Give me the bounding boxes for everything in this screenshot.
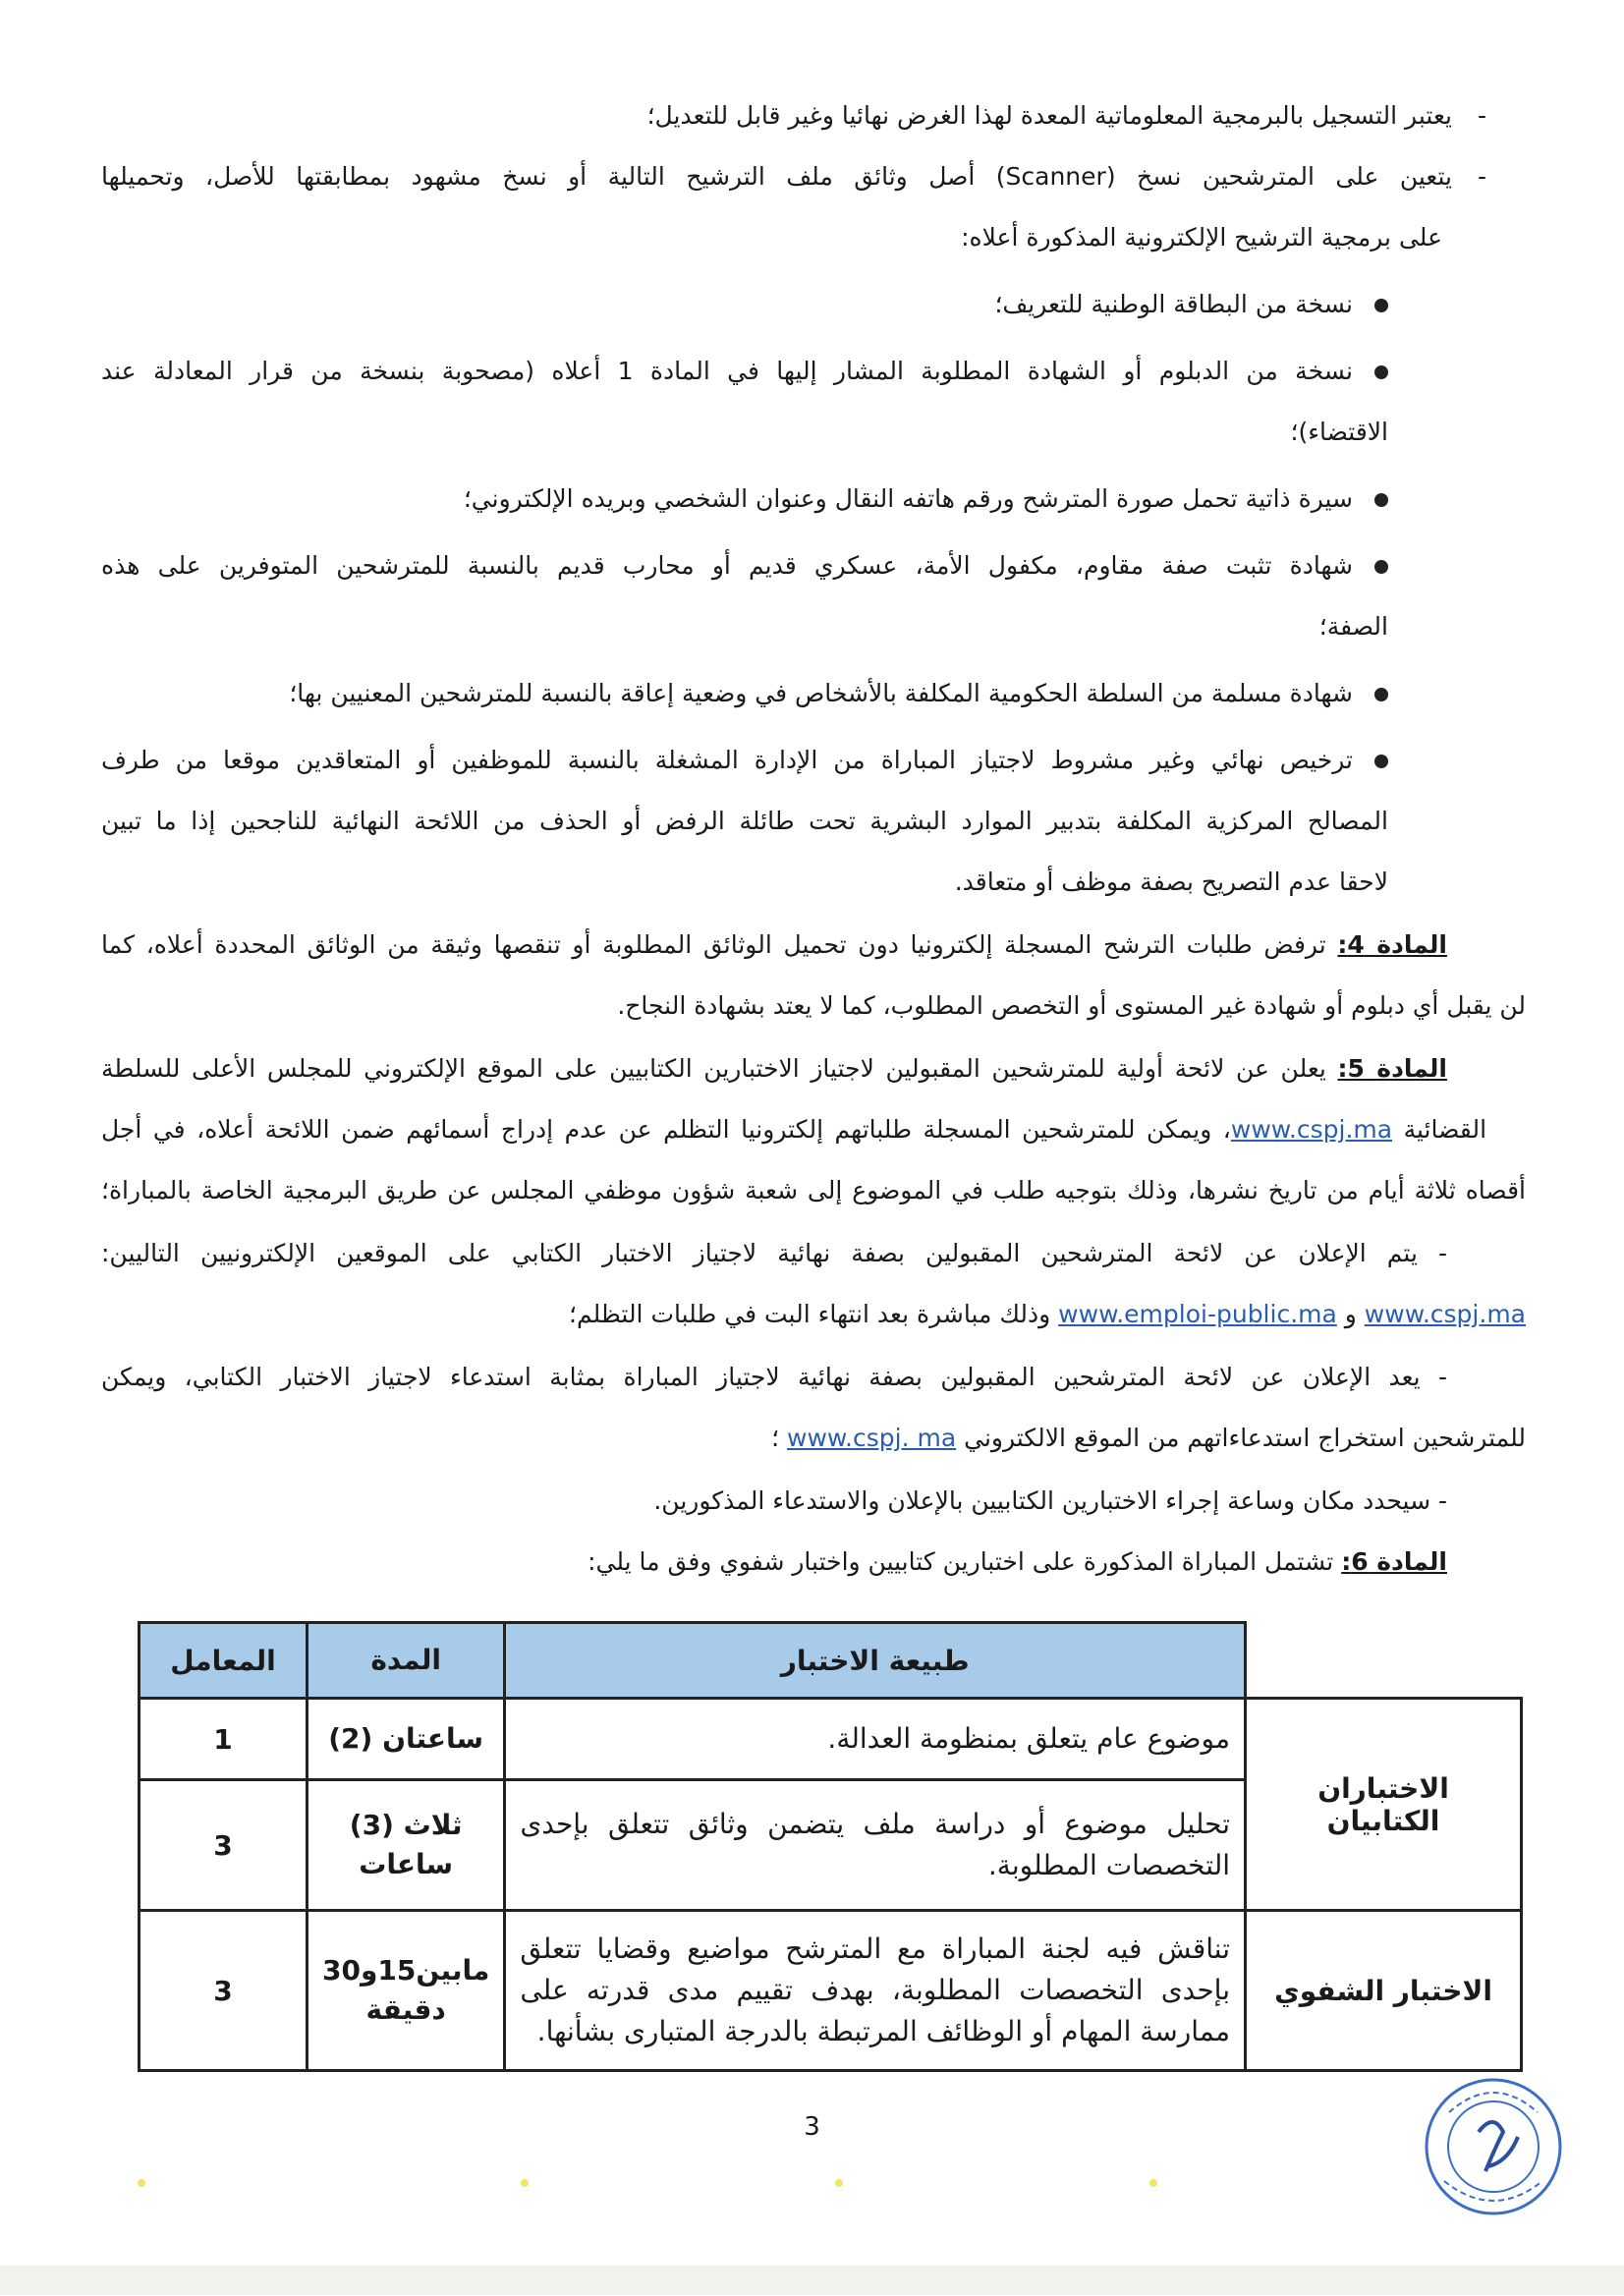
exam-nature: تناقش فيه لجنة المباراة مع المترشح مواضيع وقضايا تتعلق بإحدى التخصصات المطلوبة، بهدف تقييم مدى قدرته على ممارسة المهام أو الوظائف المرتبطة بالدرجة المتبارى بشأنها. <box>505 1911 1246 2071</box>
article-4: المادة 4: ترفض طلبات الترشح المسجلة إلكترونيا دون تحميل الوثائق المطلوبة أو تنقصها وثيقة من الوثائق المحددة أعلاه، كما <box>101 930 1447 959</box>
official-stamp-icon <box>1420 2073 1567 2220</box>
cspj-link[interactable]: www.cspj.ma <box>1364 1300 1526 1328</box>
bullet-icon <box>1374 493 1388 507</box>
exam-coef: 1 <box>140 1699 308 1780</box>
scan-dot <box>138 2179 145 2187</box>
scan-dot <box>521 2179 529 2187</box>
header-coef: المعامل <box>140 1623 308 1699</box>
exam-nature: موضوع عام يتعلق بمنظومة العدالة. <box>505 1699 1246 1780</box>
bullet-icon <box>1374 755 1388 768</box>
exam-duration: ساعتان (2) <box>308 1699 505 1780</box>
text-line: - سيحدد مكان وساعة إجراء الاختبارين الكتابيين بالإعلان والاستدعاء المذكورين. <box>653 1486 1447 1515</box>
bullet-icon <box>1374 365 1388 379</box>
exam-type-written: الاختباران الكتابيان <box>1246 1699 1522 1911</box>
exam-coef: 3 <box>140 1911 308 2071</box>
header-blank <box>1246 1623 1522 1699</box>
bullet-item: نسخة من البطاقة الوطنية للتعريف؛ <box>3 285 1388 324</box>
text-line: المصالح المركزية المكلفة بتدبير الموارد البشرية تحت طائلة الرفض أو الحذف من اللائحة النهائية للناجحين إذا ما تبين <box>101 807 1388 835</box>
bullet-item: سيرة ذاتية تحمل صورة المترشح ورقم هاتفه النقال وعنوان الشخصي وبريده الإلكتروني؛ <box>3 479 1388 519</box>
bullet-item: شهادة تثبت صفة مقاوم، مكفول الأمة، عسكري قديم أو محارب قديم بالنسبة للمترشحين المتوفرين على هذه <box>101 546 1388 586</box>
article-label: المادة 4: <box>1337 930 1447 959</box>
article-label: المادة 5: <box>1337 1054 1447 1083</box>
bullet-item: شهادة مسلمة من السلطة الحكومية المكلفة بالأشخاص في وضعية إعاقة بالنسبة للمترشحين المعنيين بها؛ <box>3 674 1388 713</box>
text-line: لاحقا عدم التصريح بصفة موظف أو متعاقد. <box>954 868 1388 896</box>
text-line: الاقتضاء)؛ <box>1290 418 1388 446</box>
bullet-item: نسخة من الدبلوم أو الشهادة المطلوبة المشار إليها في المادة 1 أعلاه (مصحوبة بنسخة من قرار المعادلة عند <box>101 352 1388 391</box>
exam-coef: 3 <box>140 1780 308 1911</box>
text-line: - يتم الإعلان عن لائحة المترشحين المقبولين بصفة نهائية لاجتياز الاختبار الكتابي على الموقعين الإلكترونيين التاليين: <box>101 1239 1447 1267</box>
table-row <box>140 1911 1522 2071</box>
header-duration: المدة <box>308 1623 505 1699</box>
bullet-icon <box>1374 688 1388 701</box>
bullet-item: ترخيص نهائي وغير مشروط لاجتياز المباراة من الإدارة المشغلة بالنسبة للموظفين أو المتعاقدين موقعا من طرف <box>101 741 1388 780</box>
bullet-icon <box>1374 299 1388 312</box>
article-5: المادة 5: يعلن عن لائحة أولية للمترشحين المقبولين لاجتياز الاختبارين الكتابيين على الموقع الإلكتروني للمجلس الأعلى للسلطة <box>101 1054 1447 1083</box>
text-line: -يتعين على المترشحين نسخ (Scanner) أصل وثائق ملف الترشيح التالية أو نسخ مشهود بمطابقتها للأصل، وتحميلها <box>101 162 1487 191</box>
bullet-icon <box>1374 560 1388 574</box>
exam-duration: ثلاث (3) ساعات <box>308 1780 505 1911</box>
text-line: الصفة؛ <box>1318 612 1388 641</box>
text-line: أقصاه ثلاثة أيام من تاريخ نشرها، وذلك بتوجيه طلب في الموضوع إلى شعبة شؤون موظفي المجلس عن طريق البرمجية الخاصة بالمباراة؛ <box>101 1176 1526 1204</box>
text-line: -يعتبر التسجيل بالبرمجية المعلوماتية المعدة لهذا الغرض نهائيا وغير قابل للتعديل؛ <box>646 101 1486 130</box>
article-6: المادة 6: تشتمل المباراة المذكورة على اختبارين كتابيين واختبار شفوي وفق ما يلي: <box>588 1547 1447 1576</box>
emploi-public-link[interactable]: www.emploi-public.ma <box>1058 1300 1337 1328</box>
table-header-row <box>140 1623 1522 1699</box>
table-row <box>140 1699 1522 1780</box>
exam-duration: مابين15و30 دقيقة <box>308 1911 505 2071</box>
text-line: - يعد الإعلان عن لائحة المترشحين المقبولين بصفة نهائية لاجتياز المباراة بمثابة استدعاء لاجتياز الاختبار الكتابي، ويمكن <box>101 1363 1447 1391</box>
text-line: للمترشحين استخراج استدعاءاتهم من الموقع الالكتروني www.cspj. ma ؛ <box>771 1424 1526 1452</box>
text-line: القضائية www.cspj.ma، ويمكن للمترشحين المسجلة طلباتهم إلكترونيا التظلم عن عدم إدراج أسمائهم ضمن اللائحة أعلاه، في أجل <box>101 1115 1487 1144</box>
text-line: لن يقبل أي دبلوم أو شهادة غير المستوى أو التخصص المطلوب، كما لا يعتد بشهادة النجاح. <box>617 991 1526 1020</box>
exam-table <box>138 1621 1523 2072</box>
text-line: www.cspj.ma و www.emploi-public.ma وذلك مباشرة بعد انتهاء البت في طلبات التظلم؛ <box>569 1300 1526 1328</box>
scan-dot <box>1149 2179 1157 2187</box>
page-number: 3 <box>804 2112 820 2142</box>
scan-footer-strip <box>0 2266 1624 2295</box>
article-label: المادة 6: <box>1341 1547 1447 1576</box>
scan-dot <box>835 2179 843 2187</box>
cspj-link[interactable]: www.cspj. ma <box>787 1424 957 1452</box>
text-line: على برمجية الترشيح الإلكترونية المذكورة أعلاه: <box>961 223 1442 252</box>
cspj-link[interactable]: www.cspj.ma <box>1230 1115 1393 1144</box>
exam-type-oral: الاختبار الشفوي <box>1246 1911 1522 2071</box>
header-nature: طبيعة الاختبار <box>505 1623 1246 1699</box>
exam-nature: تحليل موضوع أو دراسة ملف يتضمن وثائق تتعلق بإحدى التخصصات المطلوبة. <box>505 1780 1246 1911</box>
